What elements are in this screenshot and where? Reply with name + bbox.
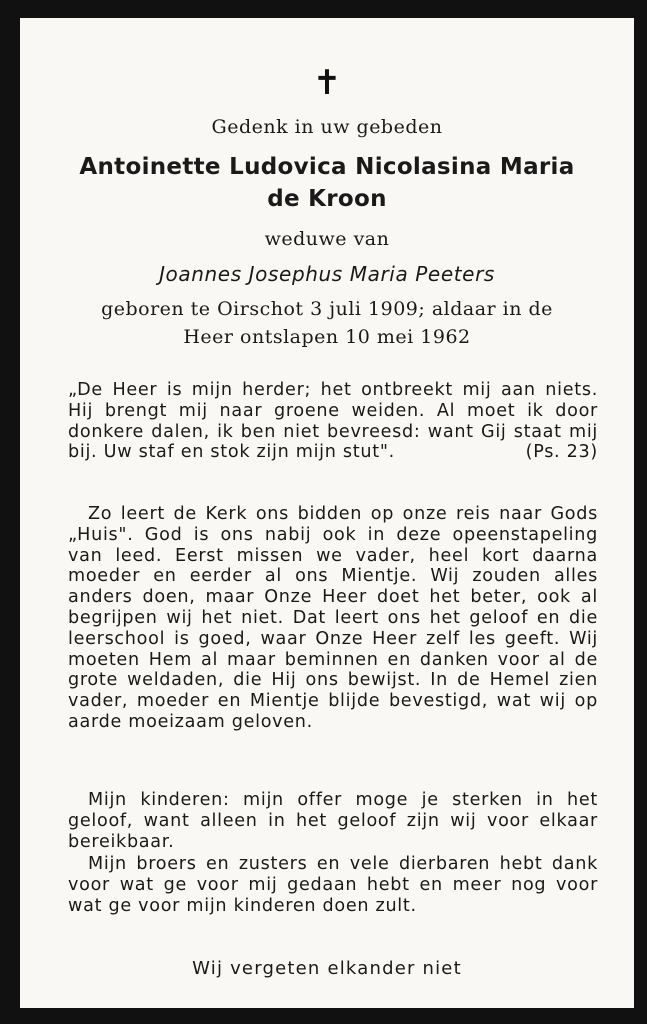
cross-icon: ✝ [312,63,342,103]
relation-text: weduwe van [264,228,390,250]
psalm-text: „De Heer is mijn herder; het ontbreekt mij aan niets. Hij brengt mij naar groene weiden. Al moet ik door donkere dalen, ik ben niet bevreesd: want Gij staat mij bij. Uw staf en stok zijn mijn stut". [68,380,598,463]
closing-line: Wij vergeten elkander niet [192,958,462,979]
paragraph-children: Mijn kinderen: mijn offer moge je sterken in het geloof, want alleen in het geloof zijn wij voor elkaar bereikbaar. [68,790,598,852]
psalm-reference: (Ps. 23) [525,442,598,463]
heading: Gedenk in uw gebeden [211,116,443,138]
memorial-card [20,18,634,1008]
deceased-name-line2: de Kroon [267,186,387,212]
paragraph-faith: Zo leert de Kerk ons bidden op onze reis naar Gods „Huis". God is ons nabij ook in deze opeenstapeling van leed. Eerst missen we vader, heel kort daarna moeder en eerder al ons Mientje. Wij zouden alles anders doen, maar Onze Heer doet het beter, ook al begrijpen wij het niet. Dat leert ons het geloof en die leerschool is goed, waar Onze Heer zelf les geeft. Wij moeten Hem al maar beminnen en danken voor al de grote weldaden, die Hij ons bewijst. In de Hemel zien vader, moeder en Mientje blijde bevestigd, wat wij op aarde moeizaam geloven. [68,504,598,732]
birth-line1: geboren te Oirschot 3 juli 1909; aldaar in de [101,298,553,320]
deceased-name-line1: Antoinette Ludovica Nicolasina Maria [79,154,575,180]
spouse-name: Joannes Josephus Maria Peeters [159,262,495,286]
psalm-quote [68,380,598,463]
paragraph-thanks: Mijn broers en zusters en vele dierbaren hebt dank voor wat ge voor mij gedaan hebt en meer nog voor wat ge voor mijn kinderen doen zult. [68,854,598,916]
birth-line2: Heer ontslapen 10 mei 1962 [183,326,471,348]
